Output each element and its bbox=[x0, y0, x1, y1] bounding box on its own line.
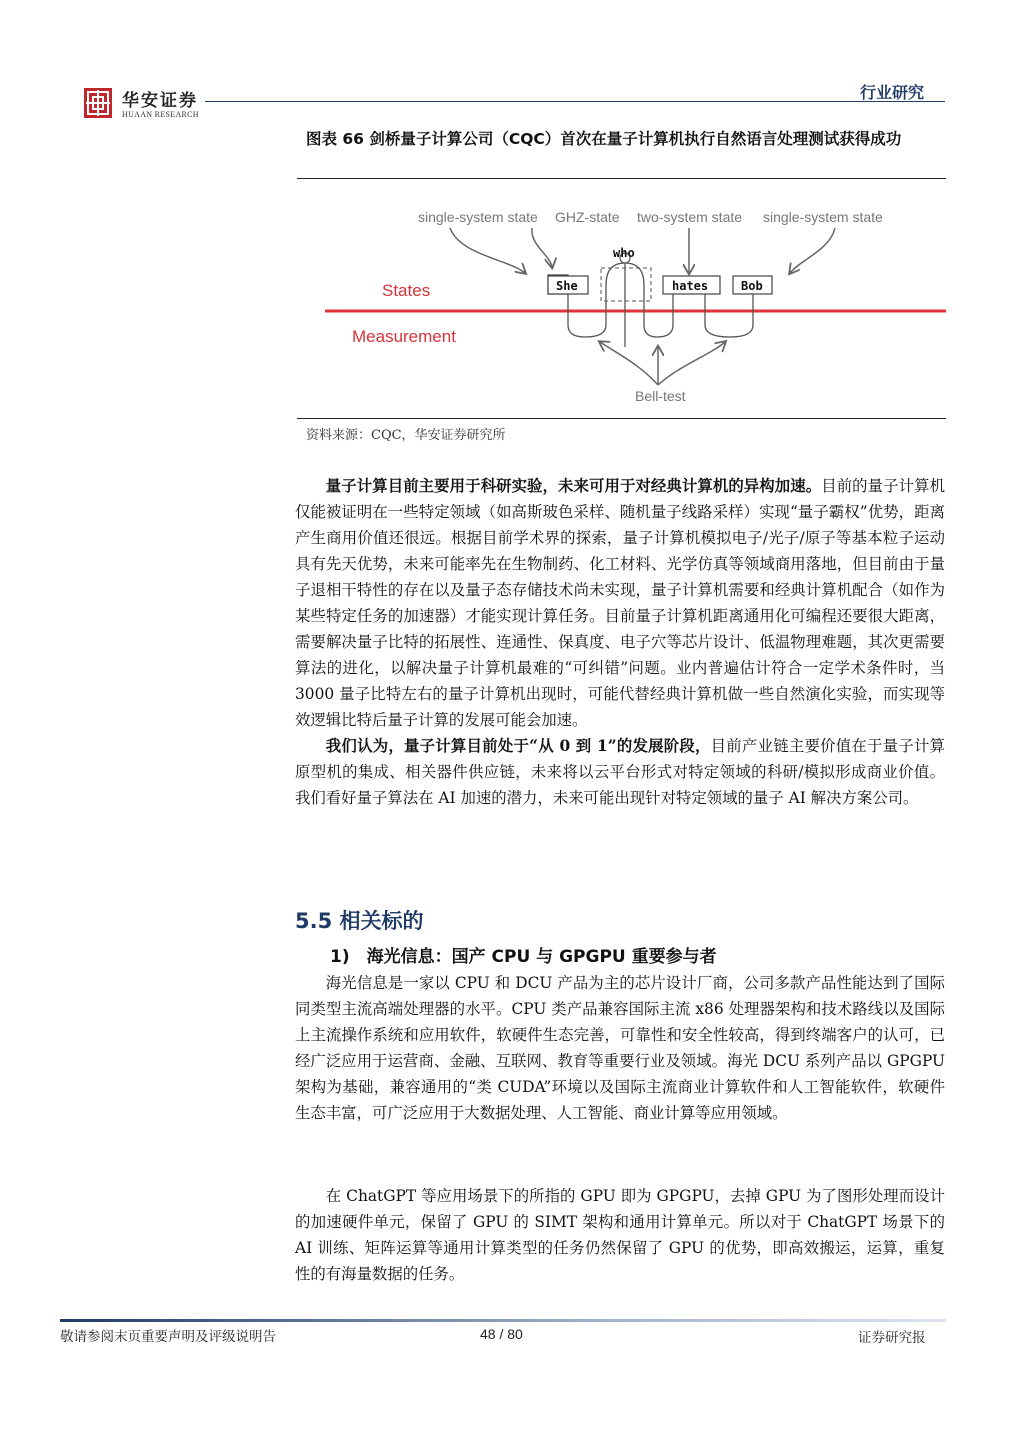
section-text bbox=[295, 970, 945, 1126]
label-bell-test: Bell-test bbox=[635, 388, 686, 404]
paragraph: 在 ChatGPT 等应用场景下的所指的 GPU 即为 GPGPU，去掉 GPU 为了图形处理而设计的加速硬件单元，保留了 GPU 的 SIMT 架构和通用计算单元。所以对于 ChatGPT 场景下的 AI 训练、矩阵运算等通用计算类型的任务仍然保留了 GPU 的优势，即高效搬运，运算，重复性的有海量数据的任务。 bbox=[295, 1187, 945, 1283]
figure-bottom-rule bbox=[297, 418, 946, 419]
states-label: States bbox=[382, 281, 431, 300]
section-tag: 行业研究 bbox=[859, 83, 924, 102]
label-two-system-state: two-system state bbox=[637, 209, 743, 225]
page-number: 48 / 80 bbox=[480, 1326, 523, 1342]
subsection-heading: 1) 海光信息：国产 CPU 与 GPGPU 重要参与者 bbox=[330, 947, 717, 967]
paragraph: 海光信息是一家以 CPU 和 DCU 产品为主的芯片设计厂商，公司多款产品性能达到了国际同类型主流高端处理器的水平。CPU 类产品兼容国际主流 x86 处理器架构和技术路线以及国际上主流操作系统和应用软件，软硬件生态完善，可靠性和安全性较高，得到终端客户的认可，已经广泛应用于运营商、金融、互联网、教育等重要行业及领域。海光 DCU 系列产品以 GPGPU 架构为基础，兼容通用的“类 CUDA”环境以及国际主流商业计算软件和人工智能软件，软硬件生态丰富，可广泛应用于大数据处理、人工智能、商业计算等应用领域。 bbox=[295, 974, 945, 1122]
word-who: who bbox=[613, 246, 635, 260]
label-single-system-state-2: single-system state bbox=[763, 209, 883, 225]
figure-title: 图表 66 剑桥量子计算公司（CQC）首次在量子计算机执行自然语言处理测试获得成功 bbox=[306, 130, 902, 148]
paragraph bbox=[295, 733, 945, 811]
brand-name: 华安证券 bbox=[122, 91, 198, 111]
section-text-2 bbox=[295, 1183, 945, 1287]
section-heading: 5.5 相关标的 bbox=[295, 909, 424, 933]
qnlp-diagram bbox=[300, 195, 946, 417]
huaan-logo-icon bbox=[84, 88, 112, 118]
word-she: She bbox=[556, 279, 578, 293]
measurement-label: Measurement bbox=[352, 327, 456, 346]
footer-disclaimer: 敬请参阅末页重要声明及评级说明告 bbox=[60, 1329, 276, 1345]
body-text bbox=[295, 473, 945, 811]
figure-top-rule bbox=[297, 178, 946, 179]
paragraph-lead: 量子计算目前主要用于科研实验，未来可用于对经典计算机的异构加速。 bbox=[325, 477, 822, 495]
footer-divider bbox=[60, 1319, 946, 1322]
paragraph bbox=[295, 473, 945, 733]
word-bob: Bob bbox=[741, 279, 763, 293]
paragraph-body: 目前产业链主要价值在于量子计算原型机的集成、相关器件供应链，未来将以云平台形式对特定领域的科研/模拟形成商业价值。我们看好量子算法在 AI 加速的潜力，未来可能出现针对特定领域的量子 AI 解决方案公司。 bbox=[295, 737, 945, 807]
header-divider bbox=[205, 101, 945, 102]
brand-name-en: HUAAN RESEARCH bbox=[122, 110, 199, 119]
label-single-system-state-1: single-system state bbox=[418, 209, 538, 225]
paragraph-body: 目前的量子计算机仅能被证明在一些特定领域（如高斯玻色采样、随机量子线路采样）实现“量子霸权”优势，距离产生商用价值还很远。根据目前学术界的探索，量子计算机模拟电子/光子/原子等基本粒子运动具有先天优势，未来可能率先在生物制药、化工材料、光学仿真等领域商用落地，但目前由于量子退相干特性的存在以及量子态存储技术尚未实现，量子计算机需要和经典计算机配合（如作为某些特定任务的加速器）才能实现计算任务。目前量子计算机距离通用化可编程还要很大距离，需要解决量子比特的拓展性、连通性、保真度、电子穴等芯片设计、低温物理难题，其次更需要算法的进化，以解决量子计算机最难的“可纠错”问题。业内普遍估计符合一定学术条件时，当 3000 量子比特左右的量子计算机出现时，可能代替经典计算机做一些自然演化实验，而实现等效逻辑比特后量子计算的发展可能会加速。 bbox=[295, 477, 945, 729]
word-hates: hates bbox=[672, 279, 709, 293]
figure-source: 资料来源：CQC，华安证券研究所 bbox=[306, 428, 506, 443]
label-ghz-state: GHZ-state bbox=[555, 209, 620, 225]
footer-report-type: 证券研究报 bbox=[858, 1330, 926, 1346]
paragraph-lead: 我们认为，量子计算目前处于“从 0 到 1”的发展阶段， bbox=[325, 737, 711, 755]
